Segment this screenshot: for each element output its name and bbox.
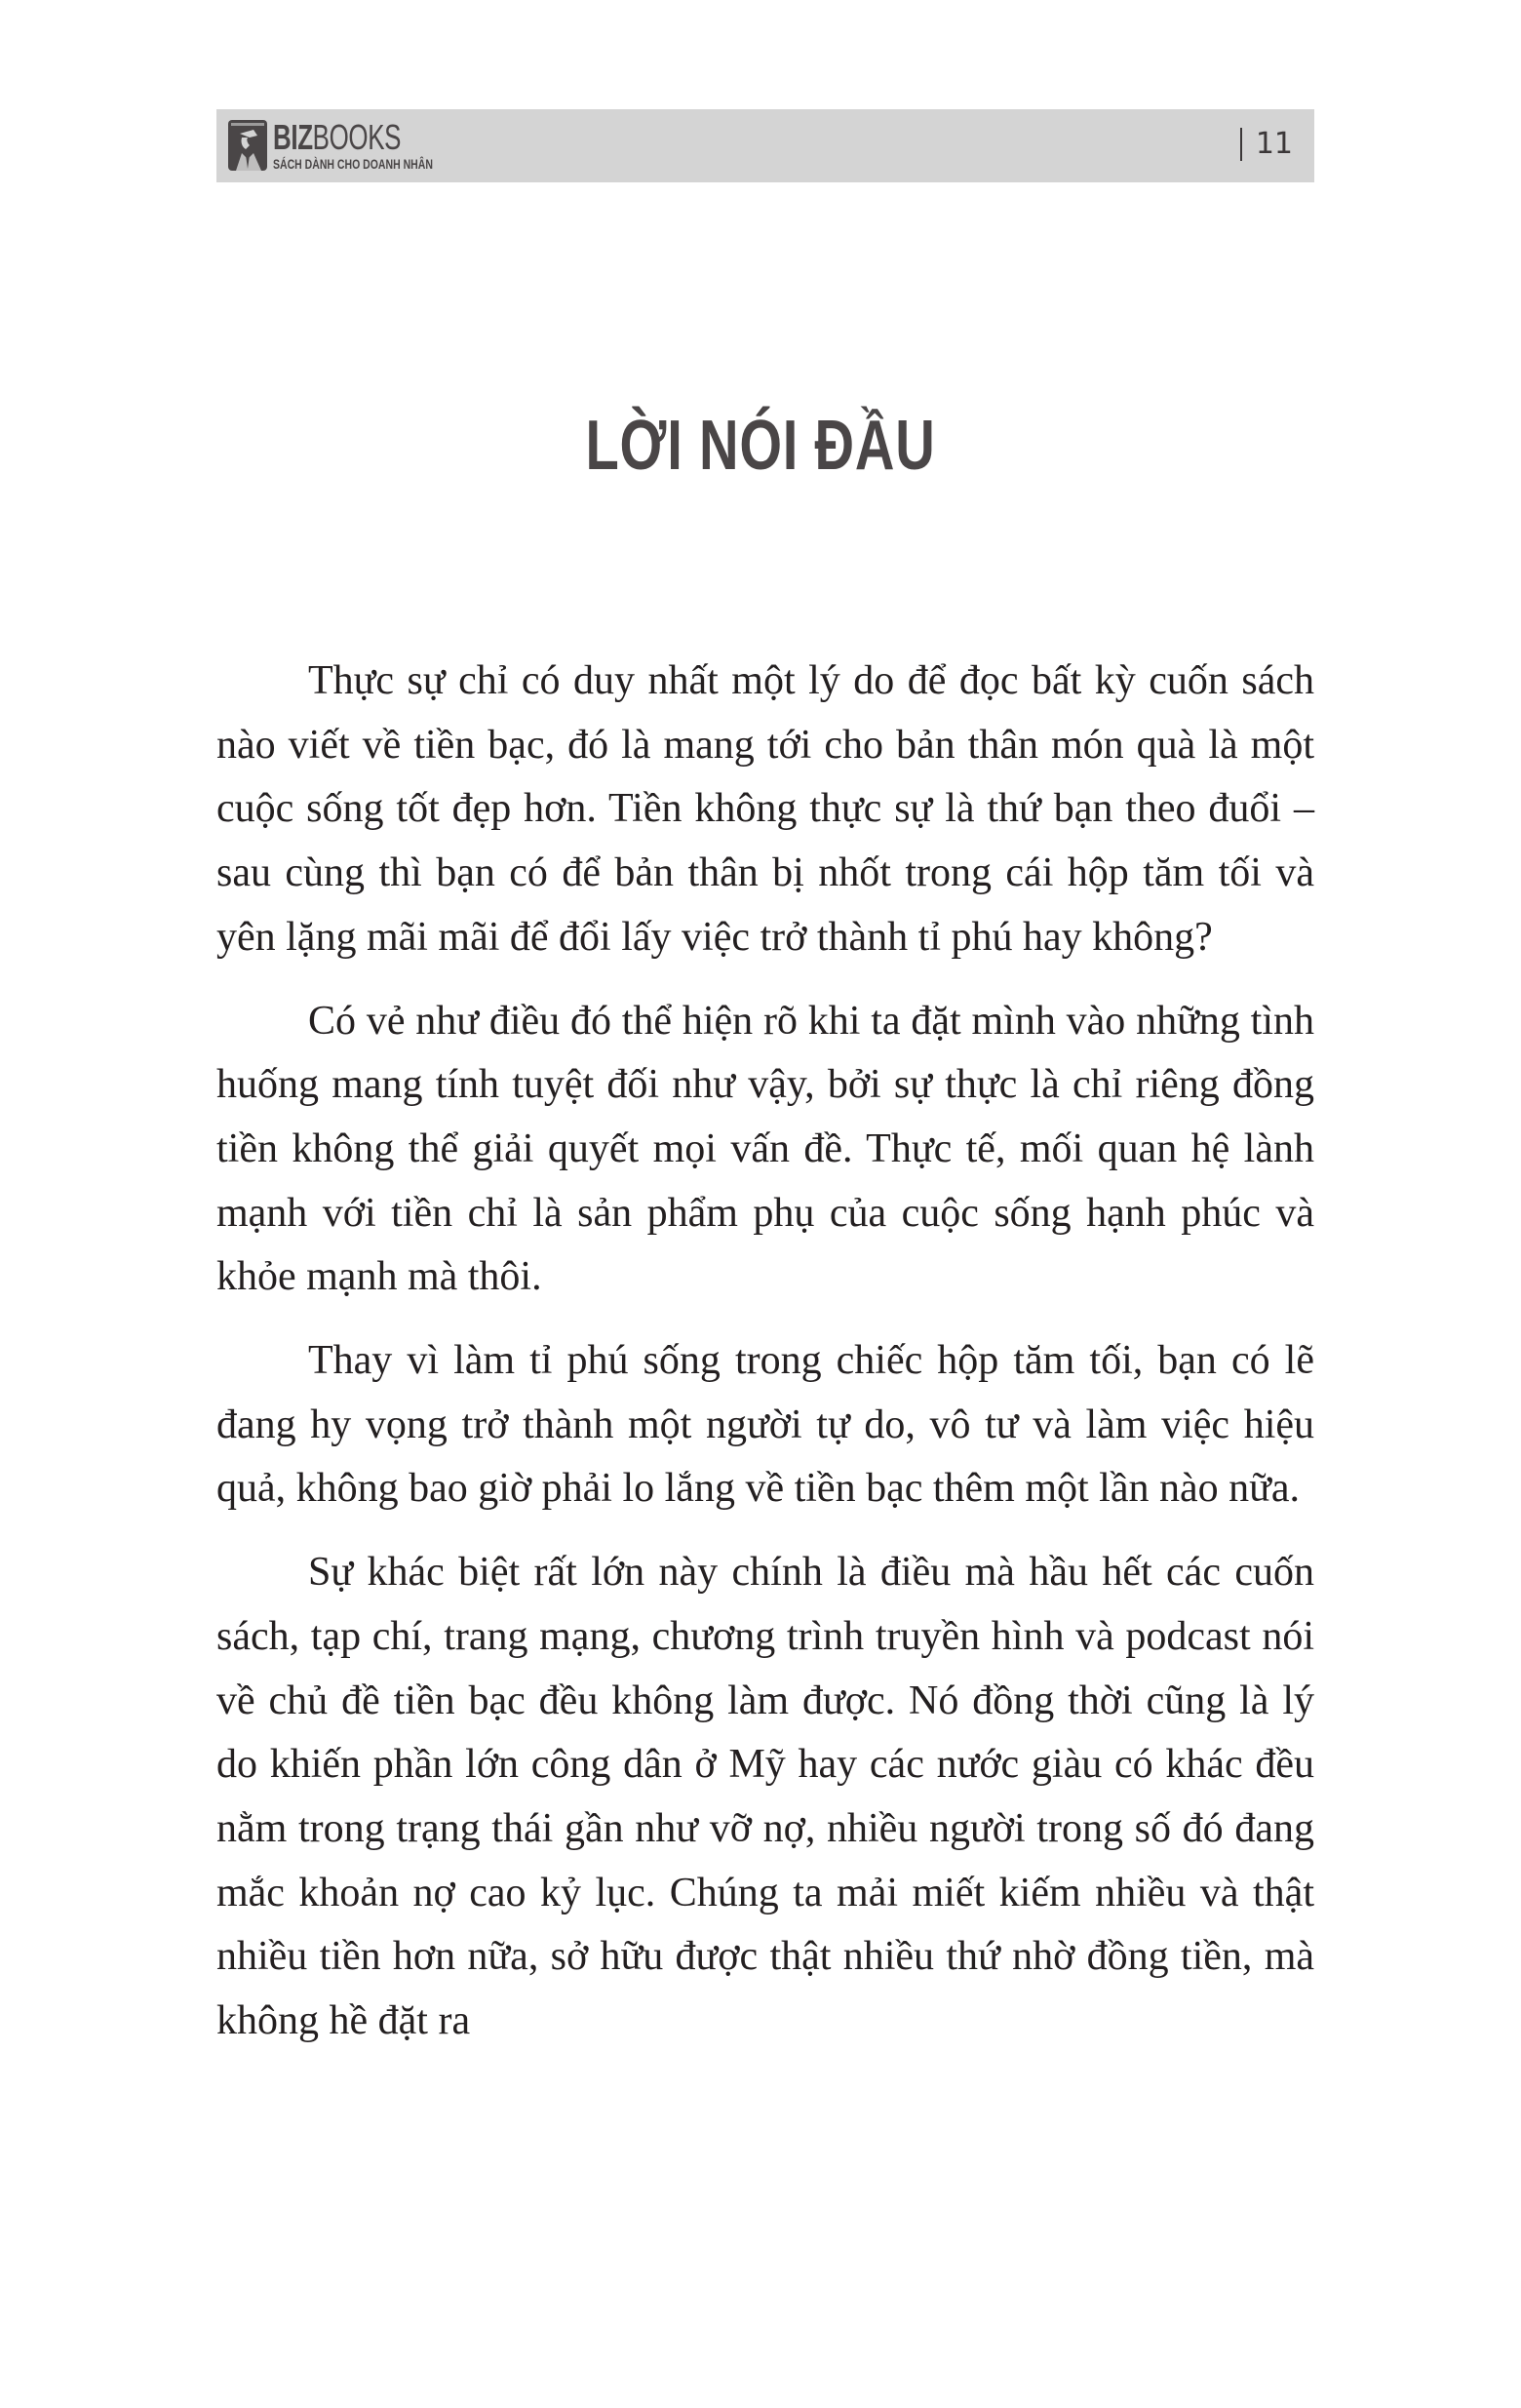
scalloped-edge [216,180,1314,188]
running-header [216,109,1314,182]
paragraph: Thay vì làm tỉ phú sống trong chiếc hộp tăm tối, bạn có lẽ đang hy vọng trở thành một người tự do, vô tư và làm việc hiệu quả, không bao giờ phải lo lắng về tiền bạc thêm một lần nào nữa. [216,1338,1314,1512]
page-number-value: 11 [1255,127,1293,161]
brand-name [273,117,426,157]
page-number-separator [1240,128,1242,161]
brand-name-light: BOOKS [312,117,402,157]
brand-name-bold: BIZ [273,117,313,157]
paragraph: Sự khác biệt rất lớn này chính là điều mà hầu hết các cuốn sách, tạp chí, trang mạng, chương trình truyền hình và podcast nói về chủ đề tiền bạc đều không làm được. Nó đồng thời cũng là lý do khiến phần lớn công dân ở Mỹ hay các nước giàu có khác đều nằm trong trạng thái gần như vỡ nợ, nhiều người trong số đó đang mắc khoản nợ cao kỷ lục. Chúng ta mải miết kiếm nhiều và thật nhiều tiền hơn nữa, sở hữu được thật nhiều thứ nhờ đồng tiền, mà không hề đặt ra [216,1550,1314,2044]
publisher-logo [228,119,487,172]
body-text [216,650,1314,2073]
reader-silhouette-book-icon [228,120,267,171]
paragraph: Thực sự chỉ có duy nhất một lý do để đọc bất kỳ cuốn sách nào viết về tiền bạc, đó là mang tới cho bản thân món quà là một cuộc sống tốt đẹp hơn. Tiền không thực sự là thứ bạn theo đuổi – sau cùng thì bạn có để bản thân bị nhốt trong cái hộp tăm tối và yên lặng mãi mãi để đổi lấy việc trở thành tỉ phú hay không? [216,658,1314,960]
chapter-title: LỜI NÓI ĐẦU [585,407,936,486]
brand-tagline: SÁCH DÀNH CHO DOANH NHÂN [273,156,433,172]
page-number [1240,127,1293,161]
paragraph: Có vẻ như điều đó thể hiện rõ khi ta đặt mình vào những tình huống mang tính tuyệt đối như vậy, bởi sự thực là chỉ riêng đồng tiền không thể giải quyết mọi vấn đề. Thực tế, mối quan hệ lành mạnh với tiền chỉ là sản phẩm phụ của cuộc sống hạnh phúc và khỏe mạnh mà thôi. [216,998,1314,1300]
